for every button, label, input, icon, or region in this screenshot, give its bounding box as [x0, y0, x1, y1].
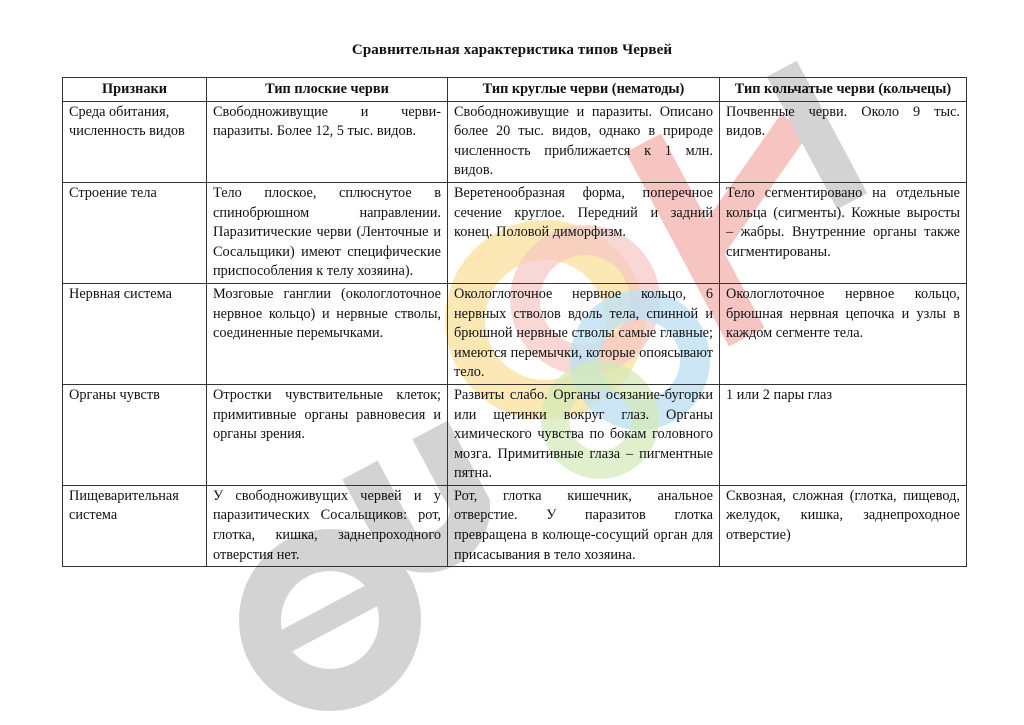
- table-row: [63, 101, 967, 182]
- row-feature: Пищеварительная система: [63, 485, 207, 566]
- header-roundworms: Тип круглые черви (нематоды): [448, 78, 720, 102]
- header-annelids: Тип кольчатые черви (кольчецы): [720, 78, 967, 102]
- cell-annelids: Сквозная, сложная (глотка, пищевод, желудок, кишка, заднепроходное отверстие): [720, 485, 967, 566]
- row-feature: Среда обитания, численность видов: [63, 101, 207, 182]
- cell-annelids: Тело сегментировано на отдельные кольца (сигменты). Кожные выросты – жабры. Внутренние органы также сигментированы.: [720, 182, 967, 283]
- cell-roundworms: Веретенообразная форма, поперечное сечение круглое. Передний и задний конец. Половой диморфизм.: [448, 182, 720, 283]
- cell-flatworms: Тело плоское, сплюснутое в спинобрюшном направлении. Паразитические черви (Ленточные и Сосальщики) имеют специфические приспособления к телу хозяина).: [207, 182, 448, 283]
- table-row: [63, 283, 967, 384]
- cell-annelids: 1 или 2 пары глаз: [720, 384, 967, 485]
- cell-flatworms: Отростки чувствительные клеток; примитивные органы равновесия и органы зрения.: [207, 384, 448, 485]
- cell-flatworms: Свободноживущие и черви-паразиты. Более 12, 5 тыс. видов.: [207, 101, 448, 182]
- table-row: [63, 485, 967, 566]
- cell-flatworms: Мозговые ганглии (окологлоточное нервное кольцо) и нервные стволы, соединенные перемычками.: [207, 283, 448, 384]
- table-header-row: [63, 78, 967, 102]
- table-row: [63, 182, 967, 283]
- row-feature: Строение тела: [63, 182, 207, 283]
- row-feature: Органы чувств: [63, 384, 207, 485]
- cell-annelids: Почвенные черви. Около 9 тыс. видов.: [720, 101, 967, 182]
- table-row: [63, 384, 967, 485]
- cell-flatworms: У свободноживущих червей и у паразитических Сосальщиков: рот, глотка, кишка, заднепроходного отверстия нет.: [207, 485, 448, 566]
- cell-roundworms: Свободноживущие и паразиты. Описано более 20 тыс. видов, однако в природе численность приближается к 1 млн. видов.: [448, 101, 720, 182]
- header-feature: Признаки: [63, 78, 207, 102]
- header-flatworms: Тип плоские черви: [207, 78, 448, 102]
- row-feature: Нервная система: [63, 283, 207, 384]
- cell-roundworms: Рот, глотка кишечник, анальное отверстие. У паразитов глотка превращена в колюще-сосущий орган для присасывания в тело хозяина.: [448, 485, 720, 566]
- document-title: Сравнительная характеристика типов Червей: [351, 42, 673, 58]
- cell-roundworms: Развиты слабо. Органы осязание-бугорки или щетинки вокруг глаз. Органы химического чувства по бокам головного мозга. Примитивные глаза – пигментные пятна.: [448, 384, 720, 485]
- comparison-table: [62, 77, 967, 567]
- cell-annelids: Окологлоточное нервное кольцо, брюшная нервная цепочка и узлы в каждом сегменте тела.: [720, 283, 967, 384]
- cell-roundworms: Окологлоточное нервное кольцо, 6 нервных стволов вдоль тела, спинной и брюшной нервные стволы самые главные; имеются перемычки, которые опоясывают тело.: [448, 283, 720, 384]
